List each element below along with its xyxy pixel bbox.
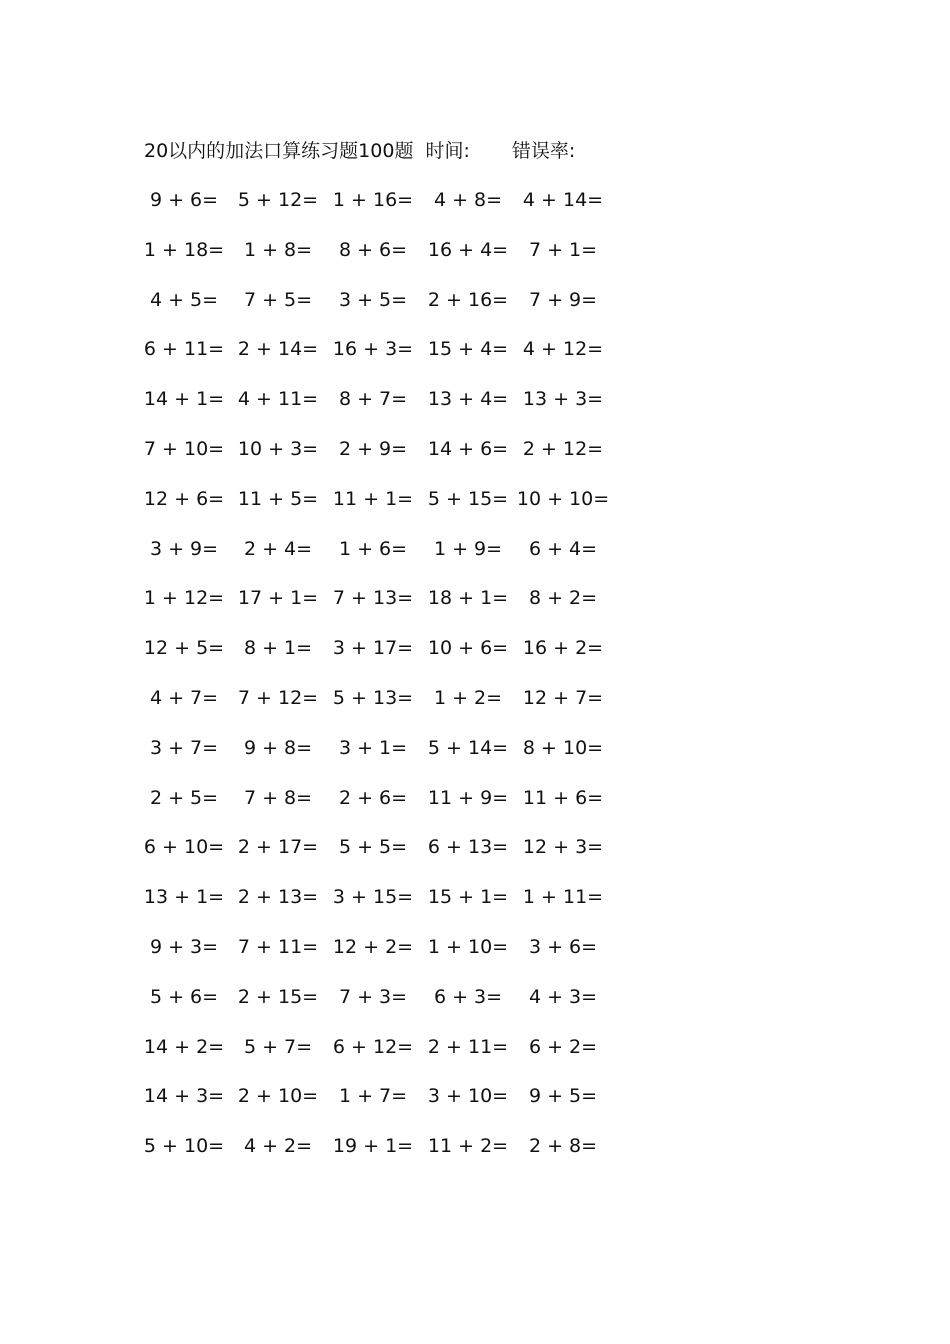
worksheet-header xyxy=(144,138,575,164)
problem-row xyxy=(138,683,638,733)
problem-cell: 13 + 3= xyxy=(522,388,604,411)
problem-cell: 6 + 12= xyxy=(332,1035,414,1058)
problem-cell: 8 + 1= xyxy=(243,637,313,660)
problem-cell: 16 + 2= xyxy=(522,637,604,660)
problem-cell: 3 + 7= xyxy=(149,736,219,759)
problem-row xyxy=(138,982,638,1032)
problem-cell: 3 + 1= xyxy=(338,736,408,759)
problem-cell: 1 + 12= xyxy=(143,587,225,610)
problem-cell: 12 + 6= xyxy=(143,487,225,510)
problem-cell: 3 + 6= xyxy=(528,935,598,958)
problem-cell: 15 + 1= xyxy=(427,886,509,909)
problem-cell: 3 + 17= xyxy=(332,637,414,660)
problem-cell: 9 + 3= xyxy=(149,935,219,958)
problem-row xyxy=(138,783,638,833)
problem-cell: 9 + 5= xyxy=(528,1085,598,1108)
problem-cell: 1 + 7= xyxy=(338,1085,408,1108)
problem-cell: 8 + 2= xyxy=(528,587,598,610)
problem-cell: 14 + 3= xyxy=(143,1085,225,1108)
problem-cell: 1 + 9= xyxy=(433,537,503,560)
problem-cell: 11 + 1= xyxy=(332,487,414,510)
problem-cell: 2 + 8= xyxy=(528,1135,598,1158)
problem-cell: 2 + 15= xyxy=(237,985,319,1008)
problem-cell: 13 + 1= xyxy=(143,886,225,909)
problem-row xyxy=(138,384,638,434)
problem-cell: 4 + 8= xyxy=(433,189,503,211)
problem-cell: 16 + 3= xyxy=(332,338,414,361)
problem-cell: 4 + 11= xyxy=(237,388,319,411)
problem-grid xyxy=(138,185,638,1181)
problem-cell: 3 + 9= xyxy=(149,537,219,560)
problem-cell: 14 + 6= xyxy=(427,437,509,460)
problem-cell: 11 + 5= xyxy=(237,487,319,510)
problem-cell: 2 + 5= xyxy=(149,786,219,809)
problem-row xyxy=(138,583,638,633)
problem-cell: 1 + 8= xyxy=(243,238,313,261)
problem-row xyxy=(138,484,638,534)
problem-row xyxy=(138,285,638,335)
problem-cell: 5 + 6= xyxy=(149,985,219,1008)
problem-cell: 2 + 10= xyxy=(237,1085,319,1108)
problem-cell: 19 + 1= xyxy=(332,1135,414,1158)
problem-cell: 2 + 6= xyxy=(338,786,408,809)
problem-cell: 8 + 6= xyxy=(338,238,408,261)
problem-row xyxy=(138,932,638,982)
problem-row xyxy=(138,185,638,235)
problem-cell: 6 + 13= xyxy=(427,836,509,859)
error-rate-label: 错误率: xyxy=(511,140,576,162)
problem-cell: 11 + 9= xyxy=(427,786,509,809)
problem-cell: 14 + 2= xyxy=(143,1035,225,1058)
problem-cell: 4 + 7= xyxy=(149,686,219,709)
problem-row xyxy=(138,434,638,484)
problem-cell: 10 + 10= xyxy=(516,487,610,510)
problem-cell: 3 + 15= xyxy=(332,886,414,909)
problem-cell: 5 + 13= xyxy=(332,686,414,709)
problem-cell: 16 + 4= xyxy=(427,238,509,261)
problem-cell: 2 + 16= xyxy=(427,288,509,311)
problem-cell: 5 + 5= xyxy=(338,836,408,859)
problem-cell: 4 + 12= xyxy=(522,338,604,361)
problem-cell: 12 + 7= xyxy=(522,686,604,709)
problem-cell: 6 + 2= xyxy=(528,1035,598,1058)
problem-cell: 12 + 2= xyxy=(332,935,414,958)
problem-cell: 7 + 11= xyxy=(237,935,319,958)
problem-cell: 6 + 10= xyxy=(143,836,225,859)
problem-cell: 6 + 11= xyxy=(143,338,225,361)
problem-cell: 1 + 10= xyxy=(427,935,509,958)
problem-cell: 3 + 10= xyxy=(427,1085,509,1108)
problem-cell: 2 + 11= xyxy=(427,1035,509,1058)
problem-cell: 5 + 14= xyxy=(427,736,509,759)
problem-cell: 2 + 17= xyxy=(237,836,319,859)
problem-cell: 10 + 3= xyxy=(237,437,319,460)
problem-cell: 13 + 4= xyxy=(427,388,509,411)
problem-cell: 17 + 1= xyxy=(237,587,319,610)
problem-cell: 10 + 6= xyxy=(427,637,509,660)
problem-row xyxy=(138,534,638,584)
problem-cell: 1 + 18= xyxy=(143,238,225,261)
problem-cell: 5 + 10= xyxy=(143,1135,225,1158)
problem-cell: 7 + 5= xyxy=(243,288,313,311)
problem-cell: 4 + 5= xyxy=(149,288,219,311)
problem-cell: 7 + 3= xyxy=(338,985,408,1008)
problem-cell: 14 + 1= xyxy=(143,388,225,411)
time-label: 时间: xyxy=(425,140,470,162)
problem-cell: 5 + 7= xyxy=(243,1035,313,1058)
problem-cell: 3 + 5= xyxy=(338,288,408,311)
problem-cell: 2 + 9= xyxy=(338,437,408,460)
problem-cell: 8 + 10= xyxy=(522,736,604,759)
problem-cell: 1 + 11= xyxy=(522,886,604,909)
problem-cell: 4 + 2= xyxy=(243,1135,313,1158)
problem-cell: 7 + 13= xyxy=(332,587,414,610)
problem-cell: 7 + 12= xyxy=(237,686,319,709)
problem-cell: 9 + 6= xyxy=(149,189,219,211)
problem-cell: 8 + 7= xyxy=(338,388,408,411)
problem-cell: 2 + 12= xyxy=(522,437,604,460)
problem-cell: 9 + 8= xyxy=(243,736,313,759)
problem-cell: 5 + 12= xyxy=(237,189,319,211)
problem-cell: 7 + 10= xyxy=(143,437,225,460)
problem-cell: 4 + 3= xyxy=(528,985,598,1008)
problem-cell: 2 + 4= xyxy=(243,537,313,560)
problem-cell: 2 + 14= xyxy=(237,338,319,361)
problem-row xyxy=(138,235,638,285)
problem-row xyxy=(138,1032,638,1082)
problem-cell: 2 + 13= xyxy=(237,886,319,909)
problem-cell: 15 + 4= xyxy=(427,338,509,361)
problem-cell: 1 + 2= xyxy=(433,686,503,709)
problem-cell: 6 + 4= xyxy=(528,537,598,560)
problem-row xyxy=(138,832,638,882)
worksheet-title: 20以内的加法口算练习题100题 xyxy=(144,140,414,162)
problem-cell: 11 + 6= xyxy=(522,786,604,809)
problem-cell: 6 + 3= xyxy=(433,985,503,1008)
problem-cell: 1 + 6= xyxy=(338,537,408,560)
problem-cell: 1 + 16= xyxy=(332,189,414,211)
problem-cell: 4 + 14= xyxy=(522,189,604,211)
problem-row xyxy=(138,882,638,932)
problem-row xyxy=(138,1081,638,1131)
problem-cell: 12 + 5= xyxy=(143,637,225,660)
problem-row xyxy=(138,334,638,384)
problem-cell: 18 + 1= xyxy=(427,587,509,610)
problem-row xyxy=(138,733,638,783)
problem-cell: 7 + 1= xyxy=(528,238,598,261)
problem-cell: 11 + 2= xyxy=(427,1135,509,1158)
problem-cell: 5 + 15= xyxy=(427,487,509,510)
problem-row xyxy=(138,633,638,683)
problem-cell: 12 + 3= xyxy=(522,836,604,859)
problem-row xyxy=(138,1131,638,1181)
problem-cell: 7 + 9= xyxy=(528,288,598,311)
problem-cell: 7 + 8= xyxy=(243,786,313,809)
